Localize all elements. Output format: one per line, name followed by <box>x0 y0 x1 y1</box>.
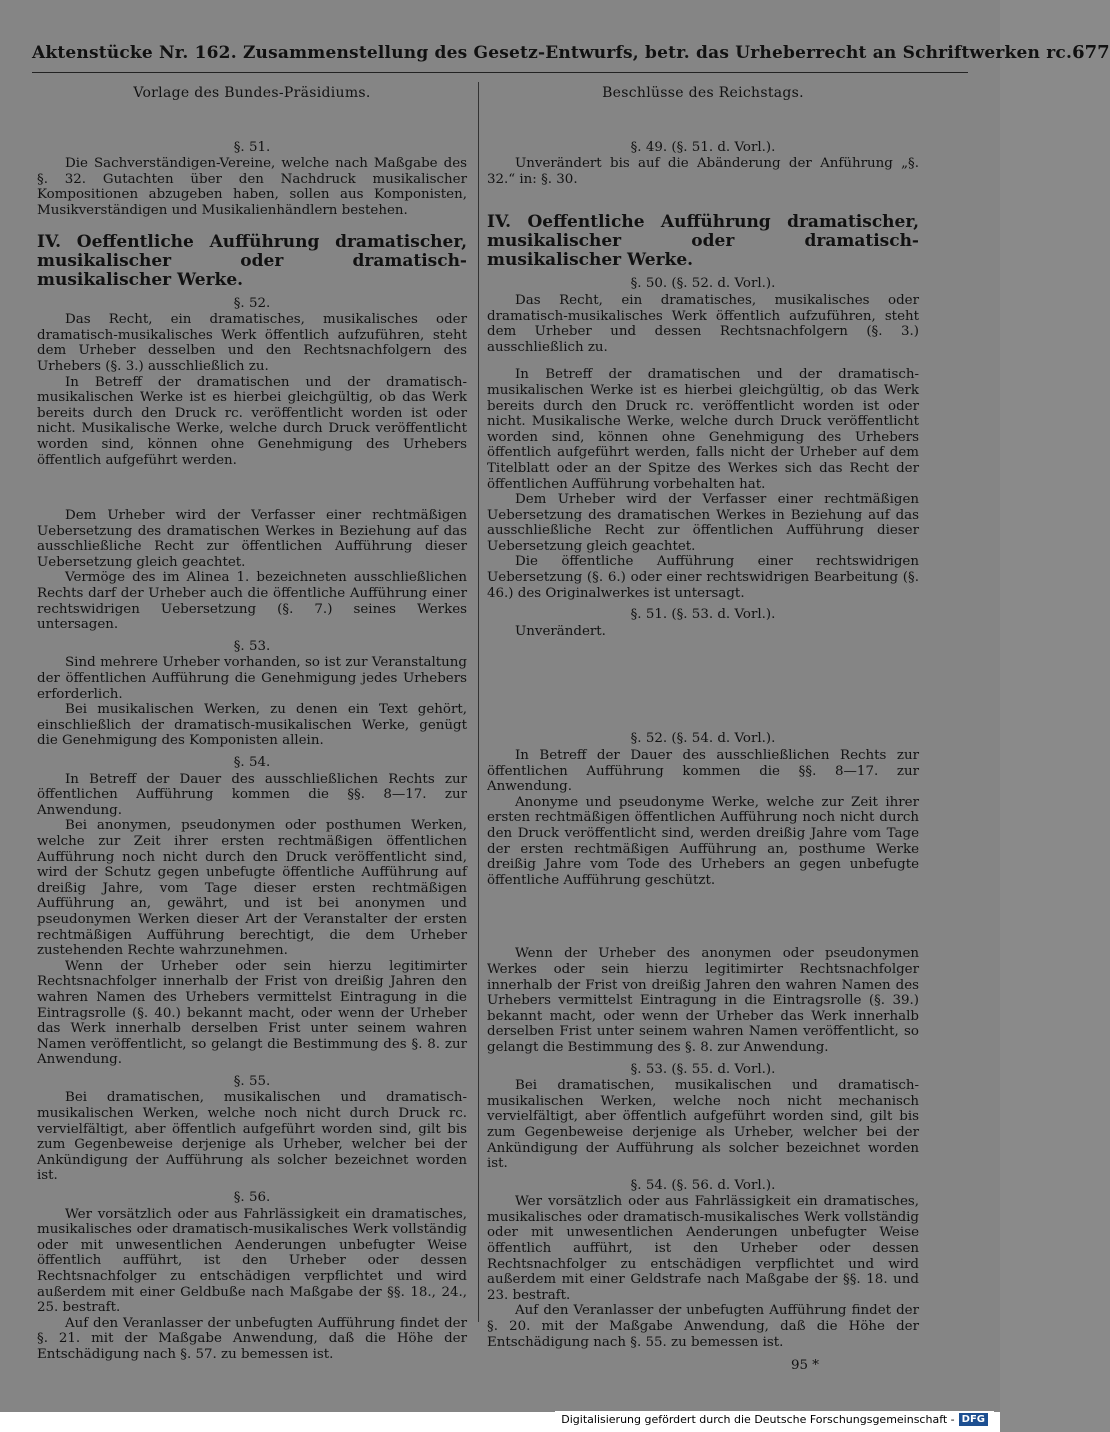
paragraph: Anonyme und pseudonyme Werke, welche zur Zeit ihrer ersten rechtmäßigen öffentlichen Aufführung noch nicht durch den Druck veröffentlicht sind, werden dreißig Jahre vom Tage der ersten rechtmäßigen Aufführung an, posthume Werke dreißig Jahre vom Tode des Urhebers an gegen unbefugte öffentliche Aufführung geschützt. <box>487 794 919 888</box>
left-column-heading: Vorlage des Bundes-Präsidiums. <box>133 85 371 101</box>
section-title: §. 50. (§. 52. d. Vorl.). <box>630 276 776 292</box>
paragraph: Wer vorsätzlich oder aus Fahrlässigkeit ein dramatisches, musikalisches oder dramatisch-musikalisches Werk vollständig oder mit unwesentlichen Aenderungen unbefugter Weise öffentlich aufführt, ist den Urheber oder dessen Rechtsnachfolger zu entschädigen verpflichtet und wird außerdem mit einer Geldstrafe nach Maßgabe der §§. 18. und 23. bestraft. <box>487 1194 919 1303</box>
section-title: §. 54. <box>233 755 271 770</box>
paragraph: Unverändert. <box>515 623 606 639</box>
paragraph: Die Sachverständigen-Vereine, welche nach Maßgabe des §. 32. Gutachten über den Nachdruck musikalischer Kompositionen abzugeben haben, sollen aus Komponisten, Musikverständigen und Musikalienhändlern bestehen. <box>37 156 467 218</box>
section-title: §. 52. <box>233 295 271 311</box>
paragraph: Bei musikalischen Werken, zu denen ein Text gehört, einschließlich der dramatisch-musikalischen Werke, genügt die Genehmigung des Komponisten allein. <box>37 702 467 749</box>
dfg-logo: DFG <box>959 1413 988 1426</box>
paragraph: Auf den Veranlasser der unbefugten Aufführung findet der §. 20. mit der Maßgabe Anwendung, daß die Höhe der Entschädigung nach §. 55. zu bemessen ist. <box>487 1303 919 1350</box>
paragraph: In Betreff der dramatischen und der dramatisch-musikalischen Werke ist es hierbei gleichgültig, ob das Werk bereits durch den Druck rc. veröffentlicht worden ist oder nicht. Musikalische Werke, welche durch Druck veröffentlicht worden sind, können ohne Genehmigung des Urhebers öffentlich aufgeführt werden. <box>37 374 467 468</box>
column-divider <box>478 82 479 1322</box>
page-number: 677 <box>1072 42 1110 63</box>
paragraph: Bei dramatischen, musikalischen und dramatisch-musikalischen Werken, welche noch nicht mechanisch vervielfältigt, aber öffentlich aufgeführt worden sind, gilt bis zum Gegenbeweise derjenige als Urheber, welcher bei der Ankündigung der Aufführung als solcher bezeichnet worden ist. <box>487 1078 919 1172</box>
paragraph: Wenn der Urheber oder sein hierzu legitimirter Rechtsnachfolger innerhalb der Frist von dreißig Jahren den wahren Namen des Urhebers vermittelst Eintragung in die Eintragsrolle (§. 40.) bekannt macht, oder wenn der Urheber das Werk innerhalb derselben Frist unter seinem wahren Namen veröffentlicht, so gelangt die Bestimmung des §. 8. zur Anwendung. <box>37 958 467 1068</box>
section-title: §. 54. (§. 56. d. Vorl.). <box>630 1177 776 1193</box>
signature-mark: 95 * <box>791 1358 819 1374</box>
paragraph: Wer vorsätzlich oder aus Fahrlässigkeit ein dramatisches, musikalisches oder dramatisch-musikalisches Werk vollständig oder mit unwesentlichen Aenderungen unbefugter Weise öffentlich aufführt, ist den Urheber oder dessen Rechtsnachfolger zu entschädigen verpflichtet und wird außerdem mit einer Geldbuße nach Maßgabe der §§. 18., 24., 25. bestraft. <box>37 1206 467 1316</box>
paragraph: Bei anonymen, pseudonymen oder posthumen Werken, welche zur Zeit ihrer ersten rechtmäßigen öffentlichen Aufführung noch nicht durch den Druck veröffentlicht sind, wird der Schutz gegen unbefugte öffentliche Aufführung auf dreißig Jahre, vom Tage dieser ersten rechtmäßigen Aufführung an, gewährt, und ist bei anonymen und pseudonymen Werken dieser Art der Veranstalter der ersten rechtmäßigen Aufführung berechtigt, die dem Urheber zustehenden Rechte wahrzunehmen. <box>37 818 467 959</box>
section-title: §. 52. (§. 54. d. Vorl.). <box>630 731 776 747</box>
paragraph: Dem Urheber wird der Verfasser einer rechtmäßigen Uebersetzung des dramatischen Werkes in Beziehung auf das ausschließliche Recht zur öffentlichen Aufführung dieser Uebersetzung gleich geachtet. <box>487 492 919 554</box>
section-title: §. 55. <box>233 1073 271 1089</box>
chapter-heading: IV. Oeffentliche Aufführung dramatischer, musikalischer oder dramatisch-musikalischer Werke. <box>37 231 467 290</box>
paragraph: Das Recht, ein dramatisches, musikalisches oder dramatisch-musikalisches Werk öffentlich aufzuführen, steht dem Urheber und dessen Rechtsnachfolgern (§. 3.) ausschließlich zu. <box>487 292 919 355</box>
paragraph: Unverändert bis auf die Abänderung der Anführung „§. 32.“ in: §. 30. <box>487 156 919 187</box>
footer-text: Digitalisierung gefördert durch die Deutsche Forschungsgemeinschaft - <box>561 1413 955 1426</box>
paragraph: Wenn der Urheber des anonymen oder pseudonymen Werkes oder sein hierzu legitimirter Rechtsnachfolger innerhalb der Frist von dreißig Jahren den wahren Namen des Urhebers vermittelst Eintragung in die Eintragsrolle (§. 39.) bekannt macht, oder wenn der Urheber das Werk innerhalb derselben Frist unter seinem wahren Namen veröffentlicht, so gelangt die Bestimmung des §. 8. zur Anwendung. <box>487 946 919 1055</box>
right-column <box>487 86 919 1374</box>
left-column <box>37 86 467 1363</box>
right-column-heading: Beschlüsse des Reichstags. <box>602 85 804 101</box>
chapter-heading: IV. Oeffentliche Aufführung dramatischer, musikalischer oder dramatisch-musikalischer Werke. <box>487 212 919 271</box>
section-title: §. 53. <box>233 638 271 654</box>
paragraph: Auf den Veranlasser der unbefugten Aufführung findet der §. 21. mit der Maßgabe Anwendung, daß die Höhe der Entschädigung nach §. 57. zu bemessen ist. <box>37 1315 467 1362</box>
paragraph: In Betreff der Dauer des ausschließlichen Rechts zur öffentlichen Aufführung kommen die §§. 8—17. zur Anwendung. <box>37 771 467 818</box>
paragraph: Sind mehrere Urheber vorhanden, so ist zur Veranstaltung der öffentlichen Aufführung die Genehmigung jedes Urhebers erforderlich. <box>37 655 467 702</box>
page-header <box>32 42 1110 73</box>
paragraph: Dem Urheber wird der Verfasser einer rechtmäßigen Uebersetzung des dramatischen Werkes in Beziehung auf das ausschließliche Recht zur öffentlichen Aufführung dieser Uebersetzung gleich geachtet. <box>37 508 467 570</box>
header-title: Aktenstücke Nr. 162. Zusammenstellung des Gesetz-Entwurfs, betr. das Urheberrecht an Schriftwerken rc. <box>32 43 1073 63</box>
footer-credit <box>555 1411 994 1428</box>
paragraph: Die öffentliche Aufführung einer rechtswidrigen Uebersetzung (§. 6.) oder einer rechtswidrigen Bearbeitung (§. 46.) des Originalwerkes ist untersagt. <box>487 554 919 601</box>
paragraph: In Betreff der dramatischen und der dramatisch-musikalischen Werke ist es hierbei gleichgültig, ob das Werk bereits durch den Druck rc. veröffentlicht worden ist oder nicht. Musikalische Werke, welche durch Druck veröffentlicht worden sind, können ohne Genehmigung des Urhebers öffentlich aufgeführt werden, falls nicht der Urheber auf dem Titelblatt oder an der Spitze des Werkes sich das Recht der öffentlichen Aufführung vorbehalten hat. <box>487 367 919 492</box>
section-title: §. 56. <box>233 1190 271 1206</box>
paragraph: In Betreff der Dauer des ausschließlichen Rechts zur öffentlichen Aufführung kommen die §§. 8—17. zur Anwendung. <box>487 748 919 795</box>
paragraph: Bei dramatischen, musikalischen und dramatisch-musikalischen Werken, welche noch nicht durch Druck rc. vervielfältigt, aber öffentlich aufgeführt worden sind, gilt bis zum Gegenbeweise derjenige als Urheber, welcher bei der Ankündigung der Aufführung als solcher bezeichnet worden ist. <box>37 1090 467 1184</box>
section-title: §. 49. (§. 51. d. Vorl.). <box>630 139 776 155</box>
paragraph: Das Recht, ein dramatisches, musikalisches oder dramatisch-musikalisches Werk öffentlich aufzuführen, steht dem Urheber desselben und den Rechtsnachfolgern des Urhebers (§. 3.) ausschließlich zu. <box>37 312 467 374</box>
section-title: §. 53. (§. 55. d. Vorl.). <box>630 1061 776 1077</box>
paragraph: Vermöge des im Alinea 1. bezeichneten ausschließlichen Rechts darf der Urheber auch die öffentliche Aufführung einer rechtswidrigen Uebersetzung (§. 7.) seines Werkes untersagen. <box>37 570 467 633</box>
section-title: §. 51. (§. 53. d. Vorl.). <box>630 607 776 623</box>
section-title: §. 51. <box>233 139 271 155</box>
